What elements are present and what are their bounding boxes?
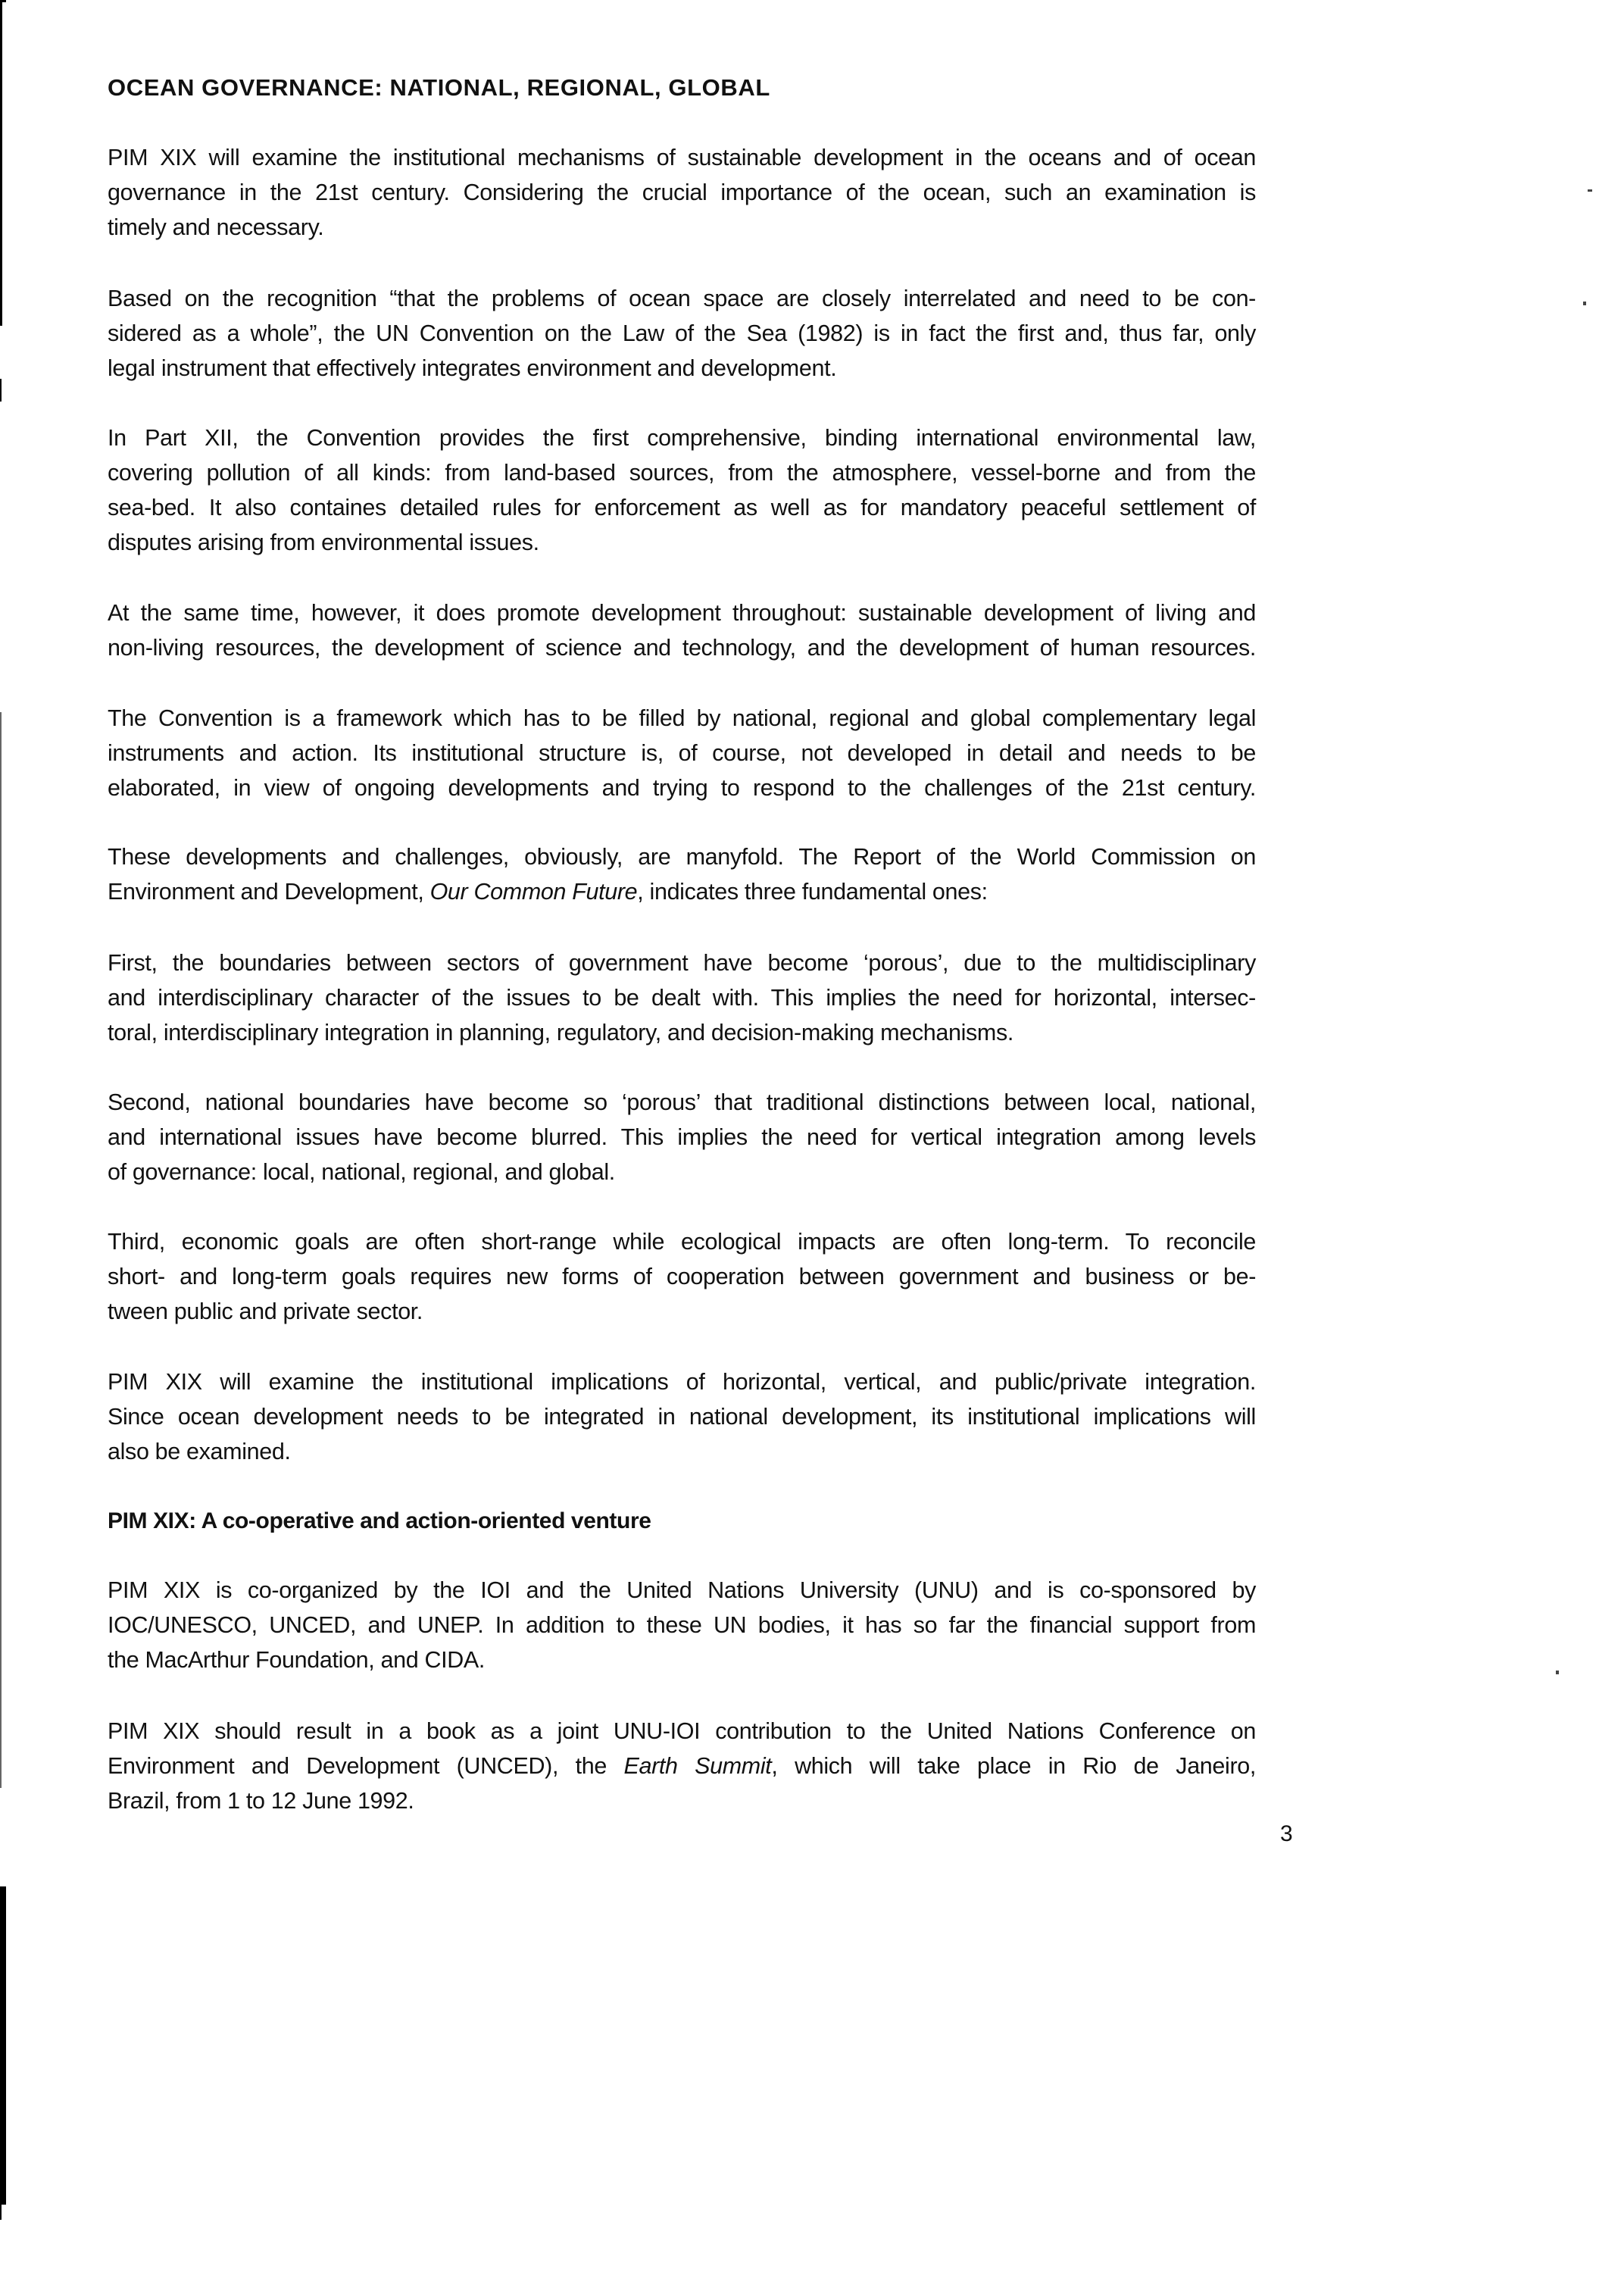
- page-number: 3: [1280, 1821, 1293, 1846]
- paragraph-9: [108, 1224, 1256, 1329]
- paragraph-11: [108, 1573, 1256, 1677]
- text-line: the MacArthur Foundation, and CIDA.: [108, 1647, 486, 1673]
- paragraph-3: [108, 420, 1256, 560]
- text-line: and interdisciplinary character of the issues to be dealt with. This implies the need for horizontal, intersec-: [108, 985, 1256, 1011]
- text-line: elaborated, in view of ongoing developments and trying to respond to the challenges of the 21st century.: [108, 775, 1256, 801]
- text-line: short- and long-term goals requires new forms of cooperation between government and business or be-: [108, 1264, 1256, 1289]
- text-line: Brazil, from 1 to 12 June 1992.: [108, 1788, 414, 1814]
- text-line: legal instrument that effectively integrates environment and development.: [108, 355, 837, 381]
- scan-edge-line-bottom: [0, 2205, 2, 2220]
- paragraph-4: [108, 595, 1256, 665]
- page-heading: OCEAN GOVERNANCE: NATIONAL, REGIONAL, GLOBAL: [108, 74, 770, 101]
- text-line: covering pollution of all kinds: from land-based sources, from the atmosphere, vessel-borne and from the: [108, 460, 1256, 486]
- paragraph-5: [108, 701, 1256, 805]
- paragraph-10: [108, 1364, 1256, 1469]
- text-line: also be examined.: [108, 1439, 291, 1464]
- text-line: toral, interdisciplinary integration in planning, regulatory, and decision-making mechanisms.: [108, 1020, 1013, 1045]
- scan-speck: [1583, 302, 1586, 305]
- text-line-mixed: [108, 874, 1256, 909]
- scan-speck: [1588, 189, 1592, 192]
- text-line: disputes arising from environmental issues.: [108, 530, 539, 555]
- text-line: In Part XII, the Convention provides the first comprehensive, binding international environmental law,: [108, 425, 1256, 451]
- text-line: instruments and action. Its institutional structure is, of course, not developed in detail and needs to be: [108, 740, 1256, 766]
- paragraph-6: [108, 839, 1256, 909]
- text-line: sidered as a whole”, the UN Convention on the Law of the Sea (1982) is in fact the first and, thus far, only: [108, 320, 1256, 346]
- text-line: and international issues have become blurred. This implies the need for vertical integration among levels: [108, 1124, 1256, 1150]
- text-line: tween public and private sector.: [108, 1299, 423, 1324]
- text-line: IOC/UNESCO, UNCED, and UNEP. In addition to these UN bodies, it has so far the financial support from: [108, 1612, 1256, 1638]
- text-line: PIM XIX will examine the institutional mechanisms of sustainable development in the oceans and of ocean: [108, 145, 1256, 170]
- scan-edge-tick: [0, 0, 6, 2]
- text-line: sea-bed. It also containes detailed rules for enforcement as well as for mandatory peaceful settlement of: [108, 495, 1256, 520]
- text-line: timely and necessary.: [108, 214, 324, 240]
- paragraph-1: [108, 140, 1256, 245]
- italic-title: Our Common Future: [429, 879, 638, 905]
- text-line: governance in the 21st century. Considering the crucial importance of the ocean, such an examination is: [108, 180, 1256, 205]
- text-line: Second, national boundaries have become so ‘porous’ that traditional distinctions between local, national,: [108, 1089, 1256, 1115]
- text-segment: Environment and Development (UNCED), the: [108, 1753, 624, 1779]
- scan-speck: [1556, 1671, 1559, 1674]
- text-line: PIM XIX will examine the institutional implications of horizontal, vertical, and public/private integration.: [108, 1369, 1256, 1395]
- text-line: non-living resources, the development of science and technology, and the development of human resources.: [108, 635, 1256, 661]
- text-line: PIM XIX is co-organized by the IOI and the United Nations University (UNU) and is co-sponsored by: [108, 1577, 1256, 1603]
- text-line: Since ocean development needs to be integrated in national development, its institutional implications will: [108, 1404, 1256, 1430]
- text-line: The Convention is a framework which has to be filled by national, regional and global complementary legal: [108, 705, 1256, 731]
- paragraph-2: [108, 281, 1256, 386]
- text-line: These developments and challenges, obviously, are manyfold. The Report of the World Commission on: [108, 844, 1256, 870]
- paragraph-7: [108, 945, 1256, 1050]
- scan-edge-line-short: [0, 379, 2, 402]
- scan-edge-bar-bottom: [0, 1886, 6, 2205]
- text-line: Based on the recognition “that the problems of ocean space are closely interrelated and need to be con-: [108, 286, 1256, 311]
- paragraph-12: [108, 1714, 1256, 1818]
- text-line: First, the boundaries between sectors of government have become ‘porous’, due to the multidisciplinary: [108, 950, 1256, 976]
- text-segment: , indicates three fundamental ones:: [637, 879, 988, 905]
- scan-edge-line-top: [0, 0, 2, 326]
- text-line: Third, economic goals are often short-range while ecological impacts are often long-term. To reconcile: [108, 1229, 1256, 1255]
- section-subheading: PIM XIX: A co-operative and action-oriented venture: [108, 1508, 651, 1533]
- text-line: of governance: local, national, regional, and global.: [108, 1159, 615, 1185]
- text-segment: , which will take place in Rio de Janeiro,: [771, 1753, 1256, 1779]
- text-line: PIM XIX should result in a book as a joint UNU-IOI contribution to the United Nations Conference on: [108, 1718, 1256, 1744]
- italic-title: Earth Summit: [623, 1753, 772, 1779]
- paragraph-8: [108, 1085, 1256, 1189]
- text-line: At the same time, however, it does promote development throughout: sustainable development of living and: [108, 600, 1256, 626]
- text-segment: Environment and Development,: [108, 879, 430, 905]
- scan-edge-line-mid: [0, 712, 2, 1788]
- text-line-mixed: [108, 1749, 1256, 1783]
